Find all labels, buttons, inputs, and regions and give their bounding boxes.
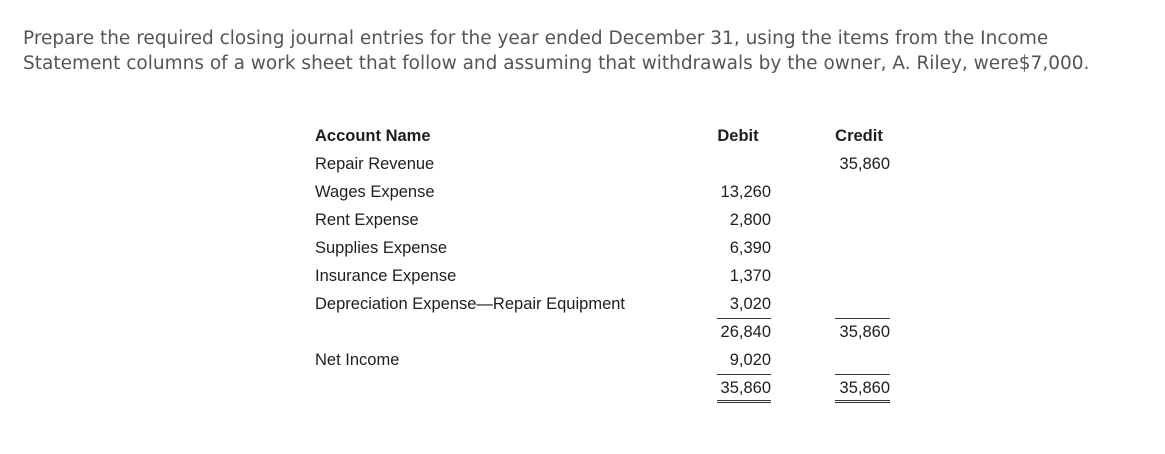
debit-amount: 3,020 (729, 295, 771, 313)
account-name: Rent Expense (315, 211, 419, 229)
debit-amount: 1,370 (729, 267, 771, 285)
account-name: Wages Expense (315, 183, 435, 201)
income-statement-worksheet (315, 122, 895, 402)
prompt-line-2: Statement columns of a work sheet that follow and assuming that withdrawals by the owner, A. Riley, were$7,000. (23, 53, 1090, 74)
header-credit: Credit (835, 127, 883, 145)
subtotal-credit: 35,860 (839, 323, 890, 341)
table-row (315, 262, 895, 290)
table-row (315, 150, 895, 178)
debit-total-double-rule (717, 400, 771, 403)
debit-amount: 6,390 (729, 239, 771, 257)
question-prompt (23, 26, 1143, 76)
table-row (315, 290, 895, 318)
totals-row (315, 374, 895, 402)
subtotal-row (315, 318, 895, 346)
net-income-row (315, 346, 895, 374)
account-name: Depreciation Expense—Repair Equipment (315, 295, 626, 313)
account-name: Supplies Expense (315, 239, 448, 257)
header-account-name: Account Name (315, 127, 431, 145)
debit-amount: 2,800 (729, 211, 771, 229)
table-row (315, 178, 895, 206)
subtotal-debit: 26,840 (720, 323, 771, 341)
table-row (315, 206, 895, 234)
account-name: Insurance Expense (315, 267, 457, 285)
net-income-label: Net Income (315, 351, 400, 369)
account-name: Repair Revenue (315, 155, 435, 173)
debit-subtotal-rule (717, 318, 771, 319)
debit-amount: 13,260 (720, 183, 771, 201)
credit-total-double-rule (835, 400, 890, 403)
total-credit: 35,860 (839, 379, 890, 397)
total-debit: 35,860 (720, 379, 771, 397)
net-income-debit: 9,020 (729, 351, 771, 369)
worksheet-header-row (315, 122, 895, 150)
debit-net-income-rule (717, 374, 771, 375)
header-debit: Debit (717, 127, 759, 145)
credit-net-income-rule (835, 374, 890, 375)
prompt-line-1: Prepare the required closing journal entries for the year ended December 31, using the items from the Income (23, 28, 1049, 49)
table-row (315, 234, 895, 262)
credit-subtotal-rule (835, 318, 890, 319)
credit-amount: 35,860 (839, 155, 890, 173)
